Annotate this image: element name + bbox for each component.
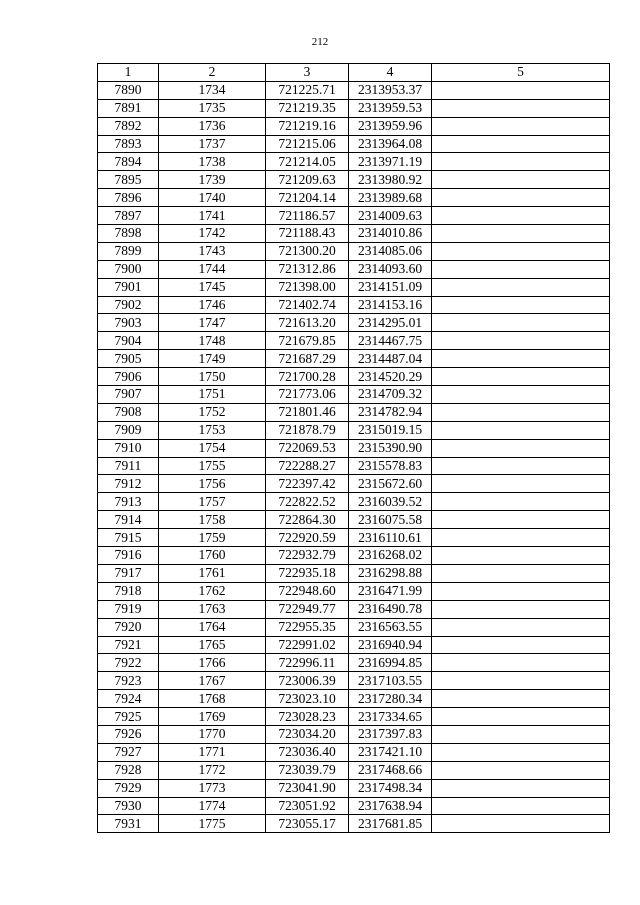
table-cell-col-5 xyxy=(432,153,610,171)
table-cell-col-5 xyxy=(432,600,610,618)
table-cell-col-1: 7896 xyxy=(98,189,159,207)
column-header-1: 1 xyxy=(98,64,159,82)
table-cell-col-1: 7905 xyxy=(98,350,159,368)
table-row xyxy=(98,421,610,439)
table-row xyxy=(98,117,610,135)
table-cell-col-5 xyxy=(432,493,610,511)
table-cell-col-2: 1761 xyxy=(159,564,266,582)
table-cell-col-5 xyxy=(432,457,610,475)
table-cell-col-2: 1765 xyxy=(159,636,266,654)
table-cell-col-5 xyxy=(432,260,610,278)
table-cell-col-1: 7916 xyxy=(98,547,159,565)
table-cell-col-3: 722949.77 xyxy=(266,600,349,618)
table-cell-col-1: 7901 xyxy=(98,278,159,296)
table-cell-col-4: 2317334.65 xyxy=(349,708,432,726)
table-cell-col-2: 1771 xyxy=(159,743,266,761)
table-cell-col-5 xyxy=(432,332,610,350)
table-cell-col-3: 721700.28 xyxy=(266,368,349,386)
table-cell-col-5 xyxy=(432,171,610,189)
table-cell-col-2: 1760 xyxy=(159,547,266,565)
table-row xyxy=(98,654,610,672)
table-cell-col-2: 1767 xyxy=(159,672,266,690)
table-cell-col-3: 723028.23 xyxy=(266,708,349,726)
table-cell-col-3: 722932.79 xyxy=(266,547,349,565)
table-cell-col-1: 7892 xyxy=(98,117,159,135)
table-cell-col-3: 722948.60 xyxy=(266,582,349,600)
table-cell-col-1: 7902 xyxy=(98,296,159,314)
table-cell-col-5 xyxy=(432,225,610,243)
table-row xyxy=(98,350,610,368)
table-cell-col-4: 2317498.34 xyxy=(349,779,432,797)
table-cell-col-1: 7926 xyxy=(98,725,159,743)
table-row xyxy=(98,582,610,600)
table-cell-col-1: 7900 xyxy=(98,260,159,278)
table-cell-col-2: 1749 xyxy=(159,350,266,368)
table-cell-col-1: 7908 xyxy=(98,403,159,421)
table-cell-col-1: 7890 xyxy=(98,81,159,99)
table-row xyxy=(98,708,610,726)
table-cell-col-1: 7898 xyxy=(98,225,159,243)
table-cell-col-1: 7920 xyxy=(98,618,159,636)
table-cell-col-4: 2317103.55 xyxy=(349,672,432,690)
table-cell-col-3: 721312.86 xyxy=(266,260,349,278)
table-cell-col-4: 2316490.78 xyxy=(349,600,432,618)
table-cell-col-3: 722991.02 xyxy=(266,636,349,654)
table-cell-col-2: 1775 xyxy=(159,815,266,833)
table-cell-col-4: 2313964.08 xyxy=(349,135,432,153)
table-cell-col-5 xyxy=(432,672,610,690)
table-cell-col-5 xyxy=(432,403,610,421)
table-cell-col-3: 722288.27 xyxy=(266,457,349,475)
table-row xyxy=(98,797,610,815)
table-cell-col-4: 2317468.66 xyxy=(349,761,432,779)
table-cell-col-5 xyxy=(432,81,610,99)
table-cell-col-5 xyxy=(432,421,610,439)
table-cell-col-4: 2313959.53 xyxy=(349,99,432,117)
table-cell-col-4: 2316563.55 xyxy=(349,618,432,636)
table-cell-col-2: 1754 xyxy=(159,439,266,457)
table-cell-col-2: 1766 xyxy=(159,654,266,672)
table-cell-col-3: 722996.11 xyxy=(266,654,349,672)
table-cell-col-1: 7895 xyxy=(98,171,159,189)
table-row xyxy=(98,672,610,690)
table-cell-col-1: 7917 xyxy=(98,564,159,582)
table-row xyxy=(98,225,610,243)
table-cell-col-4: 2314010.86 xyxy=(349,225,432,243)
table-cell-col-2: 1747 xyxy=(159,314,266,332)
table-cell-col-2: 1734 xyxy=(159,81,266,99)
table-cell-col-4: 2316471.99 xyxy=(349,582,432,600)
table-cell-col-3: 722864.30 xyxy=(266,511,349,529)
table-cell-col-5 xyxy=(432,278,610,296)
table-cell-col-2: 1753 xyxy=(159,421,266,439)
column-header-2: 2 xyxy=(159,64,266,82)
table-cell-col-2: 1758 xyxy=(159,511,266,529)
table-cell-col-1: 7913 xyxy=(98,493,159,511)
column-header-4: 4 xyxy=(349,64,432,82)
table-cell-col-2: 1768 xyxy=(159,690,266,708)
table-cell-col-1: 7914 xyxy=(98,511,159,529)
table-cell-col-5 xyxy=(432,189,610,207)
table-row xyxy=(98,278,610,296)
table-row xyxy=(98,779,610,797)
table-cell-col-3: 721398.00 xyxy=(266,278,349,296)
table-cell-col-4: 2314487.04 xyxy=(349,350,432,368)
table-row xyxy=(98,725,610,743)
table-cell-col-2: 1764 xyxy=(159,618,266,636)
table-cell-col-4: 2317397.83 xyxy=(349,725,432,743)
table-cell-col-3: 721214.05 xyxy=(266,153,349,171)
table-row xyxy=(98,296,610,314)
table-cell-col-2: 1773 xyxy=(159,779,266,797)
table-cell-col-2: 1741 xyxy=(159,207,266,225)
table-cell-col-2: 1740 xyxy=(159,189,266,207)
table-cell-col-4: 2314151.09 xyxy=(349,278,432,296)
table-cell-col-2: 1751 xyxy=(159,386,266,404)
table-row xyxy=(98,475,610,493)
table-cell-col-3: 723036.40 xyxy=(266,743,349,761)
table-cell-col-5 xyxy=(432,511,610,529)
table-cell-col-5 xyxy=(432,582,610,600)
table-cell-col-5 xyxy=(432,242,610,260)
table-cell-col-5 xyxy=(432,636,610,654)
table-cell-col-4: 2316940.94 xyxy=(349,636,432,654)
table-cell-col-2: 1748 xyxy=(159,332,266,350)
table-cell-col-4: 2317681.85 xyxy=(349,815,432,833)
table-cell-col-2: 1746 xyxy=(159,296,266,314)
table-row xyxy=(98,314,610,332)
table-cell-col-3: 722069.53 xyxy=(266,439,349,457)
table-cell-col-5 xyxy=(432,547,610,565)
table-cell-col-2: 1774 xyxy=(159,797,266,815)
table-cell-col-2: 1739 xyxy=(159,171,266,189)
table-cell-col-5 xyxy=(432,296,610,314)
table-cell-col-4: 2314009.63 xyxy=(349,207,432,225)
table-cell-col-1: 7903 xyxy=(98,314,159,332)
table-cell-col-5 xyxy=(432,475,610,493)
table-cell-col-1: 7894 xyxy=(98,153,159,171)
table-cell-col-2: 1750 xyxy=(159,368,266,386)
table-cell-col-1: 7911 xyxy=(98,457,159,475)
table-cell-col-3: 723006.39 xyxy=(266,672,349,690)
table-cell-col-2: 1736 xyxy=(159,117,266,135)
table-cell-col-4: 2314093.60 xyxy=(349,260,432,278)
table-row xyxy=(98,564,610,582)
table-body xyxy=(98,81,610,832)
table-cell-col-3: 722955.35 xyxy=(266,618,349,636)
table-cell-col-1: 7931 xyxy=(98,815,159,833)
table-cell-col-4: 2313959.96 xyxy=(349,117,432,135)
table-cell-col-3: 721687.29 xyxy=(266,350,349,368)
table-cell-col-3: 721188.43 xyxy=(266,225,349,243)
table-row xyxy=(98,207,610,225)
table-cell-col-1: 7919 xyxy=(98,600,159,618)
table-row xyxy=(98,99,610,117)
table-cell-col-2: 1770 xyxy=(159,725,266,743)
table-cell-col-2: 1762 xyxy=(159,582,266,600)
table-cell-col-1: 7904 xyxy=(98,332,159,350)
header-row xyxy=(98,64,610,82)
table-cell-col-3: 721773.06 xyxy=(266,386,349,404)
table-cell-col-1: 7909 xyxy=(98,421,159,439)
table-cell-col-3: 722397.42 xyxy=(266,475,349,493)
table-cell-col-4: 2314782.94 xyxy=(349,403,432,421)
table-row xyxy=(98,332,610,350)
table-cell-col-3: 722935.18 xyxy=(266,564,349,582)
table-cell-col-1: 7928 xyxy=(98,761,159,779)
table-row xyxy=(98,403,610,421)
table-cell-col-3: 721878.79 xyxy=(266,421,349,439)
table-cell-col-2: 1742 xyxy=(159,225,266,243)
table-row xyxy=(98,743,610,761)
table-cell-col-3: 721300.20 xyxy=(266,242,349,260)
table-cell-col-5 xyxy=(432,761,610,779)
table-cell-col-3: 723051.92 xyxy=(266,797,349,815)
table-cell-col-2: 1738 xyxy=(159,153,266,171)
table-cell-col-3: 721679.85 xyxy=(266,332,349,350)
table-cell-col-4: 2315578.83 xyxy=(349,457,432,475)
table-cell-col-2: 1744 xyxy=(159,260,266,278)
table-cell-col-2: 1756 xyxy=(159,475,266,493)
table-cell-col-4: 2317638.94 xyxy=(349,797,432,815)
table-cell-col-4: 2315672.60 xyxy=(349,475,432,493)
table-row xyxy=(98,636,610,654)
table-cell-col-1: 7921 xyxy=(98,636,159,654)
table-cell-col-5 xyxy=(432,314,610,332)
table-cell-col-4: 2316075.58 xyxy=(349,511,432,529)
table-cell-col-2: 1743 xyxy=(159,242,266,260)
table-cell-col-5 xyxy=(432,368,610,386)
table-row xyxy=(98,386,610,404)
table-row xyxy=(98,242,610,260)
table-cell-col-1: 7907 xyxy=(98,386,159,404)
table-row xyxy=(98,368,610,386)
table-row xyxy=(98,511,610,529)
table-cell-col-1: 7930 xyxy=(98,797,159,815)
table-cell-col-5 xyxy=(432,564,610,582)
table-cell-col-2: 1755 xyxy=(159,457,266,475)
table-row xyxy=(98,171,610,189)
table-cell-col-4: 2313980.92 xyxy=(349,171,432,189)
table-cell-col-3: 721215.06 xyxy=(266,135,349,153)
table-cell-col-3: 723039.79 xyxy=(266,761,349,779)
table-cell-col-3: 721613.20 xyxy=(266,314,349,332)
table-cell-col-4: 2314520.29 xyxy=(349,368,432,386)
table-cell-col-4: 2316298.88 xyxy=(349,564,432,582)
table-cell-col-3: 721204.14 xyxy=(266,189,349,207)
table-cell-col-3: 723023.10 xyxy=(266,690,349,708)
table-cell-col-5 xyxy=(432,350,610,368)
table-cell-col-4: 2313953.37 xyxy=(349,81,432,99)
table-cell-col-1: 7929 xyxy=(98,779,159,797)
table-cell-col-1: 7891 xyxy=(98,99,159,117)
table-header xyxy=(98,64,610,82)
table-cell-col-2: 1772 xyxy=(159,761,266,779)
table-cell-col-1: 7912 xyxy=(98,475,159,493)
table-cell-col-5 xyxy=(432,743,610,761)
table-row xyxy=(98,547,610,565)
table-cell-col-5 xyxy=(432,135,610,153)
table-cell-col-4: 2315390.90 xyxy=(349,439,432,457)
table-cell-col-2: 1769 xyxy=(159,708,266,726)
table-cell-col-5 xyxy=(432,654,610,672)
coordinates-table xyxy=(97,63,610,833)
table-cell-col-5 xyxy=(432,690,610,708)
table-cell-col-3: 721402.74 xyxy=(266,296,349,314)
table-cell-col-2: 1757 xyxy=(159,493,266,511)
table-cell-col-2: 1752 xyxy=(159,403,266,421)
table-cell-col-1: 7910 xyxy=(98,439,159,457)
table-row xyxy=(98,761,610,779)
table-row xyxy=(98,153,610,171)
table-cell-col-5 xyxy=(432,386,610,404)
table-cell-col-4: 2317280.34 xyxy=(349,690,432,708)
table-cell-col-3: 721225.71 xyxy=(266,81,349,99)
table-cell-col-1: 7899 xyxy=(98,242,159,260)
page-number: 212 xyxy=(311,36,329,48)
table-cell-col-5 xyxy=(432,797,610,815)
table-cell-col-2: 1759 xyxy=(159,529,266,547)
table-row xyxy=(98,260,610,278)
table-cell-col-1: 7923 xyxy=(98,672,159,690)
table-cell-col-3: 723041.90 xyxy=(266,779,349,797)
table-cell-col-4: 2313971.19 xyxy=(349,153,432,171)
table-cell-col-5 xyxy=(432,529,610,547)
table-cell-col-5 xyxy=(432,618,610,636)
table-cell-col-3: 722920.59 xyxy=(266,529,349,547)
table-row xyxy=(98,493,610,511)
table-cell-col-5 xyxy=(432,99,610,117)
table-cell-col-4: 2316994.85 xyxy=(349,654,432,672)
table-cell-col-1: 7897 xyxy=(98,207,159,225)
table-cell-col-4: 2314709.32 xyxy=(349,386,432,404)
column-header-3: 3 xyxy=(266,64,349,82)
table-row xyxy=(98,618,610,636)
table-cell-col-3: 721219.16 xyxy=(266,117,349,135)
table-cell-col-3: 721209.63 xyxy=(266,171,349,189)
table-cell-col-4: 2317421.10 xyxy=(349,743,432,761)
table-cell-col-5 xyxy=(432,779,610,797)
column-header-5: 5 xyxy=(432,64,610,82)
table-cell-col-1: 7924 xyxy=(98,690,159,708)
table-row xyxy=(98,690,610,708)
table-cell-col-4: 2314085.06 xyxy=(349,242,432,260)
table-cell-col-1: 7927 xyxy=(98,743,159,761)
table-cell-col-3: 723055.17 xyxy=(266,815,349,833)
table-cell-col-4: 2316039.52 xyxy=(349,493,432,511)
table-cell-col-3: 722822.52 xyxy=(266,493,349,511)
table-cell-col-2: 1745 xyxy=(159,278,266,296)
table-cell-col-4: 2314295.01 xyxy=(349,314,432,332)
table-row xyxy=(98,439,610,457)
table-row xyxy=(98,457,610,475)
table-cell-col-2: 1737 xyxy=(159,135,266,153)
table-cell-col-1: 7893 xyxy=(98,135,159,153)
table-cell-col-4: 2313989.68 xyxy=(349,189,432,207)
table-cell-col-5 xyxy=(432,439,610,457)
table-cell-col-1: 7906 xyxy=(98,368,159,386)
table-row xyxy=(98,135,610,153)
table-cell-col-5 xyxy=(432,815,610,833)
table-cell-col-2: 1735 xyxy=(159,99,266,117)
table-cell-col-4: 2314153.16 xyxy=(349,296,432,314)
table-cell-col-1: 7915 xyxy=(98,529,159,547)
table-cell-col-1: 7922 xyxy=(98,654,159,672)
table-cell-col-5 xyxy=(432,725,610,743)
table-cell-col-5 xyxy=(432,207,610,225)
table-cell-col-5 xyxy=(432,117,610,135)
table-cell-col-3: 723034.20 xyxy=(266,725,349,743)
table-cell-col-5 xyxy=(432,708,610,726)
table-row xyxy=(98,529,610,547)
table-cell-col-3: 721801.46 xyxy=(266,403,349,421)
table-row xyxy=(98,600,610,618)
table-cell-col-1: 7918 xyxy=(98,582,159,600)
table-cell-col-4: 2316268.02 xyxy=(349,547,432,565)
table-row xyxy=(98,189,610,207)
table-row xyxy=(98,81,610,99)
table-cell-col-3: 721219.35 xyxy=(266,99,349,117)
table-cell-col-4: 2316110.61 xyxy=(349,529,432,547)
table-cell-col-4: 2315019.15 xyxy=(349,421,432,439)
table-cell-col-4: 2314467.75 xyxy=(349,332,432,350)
table-cell-col-3: 721186.57 xyxy=(266,207,349,225)
table-cell-col-2: 1763 xyxy=(159,600,266,618)
table-row xyxy=(98,815,610,833)
table-cell-col-1: 7925 xyxy=(98,708,159,726)
